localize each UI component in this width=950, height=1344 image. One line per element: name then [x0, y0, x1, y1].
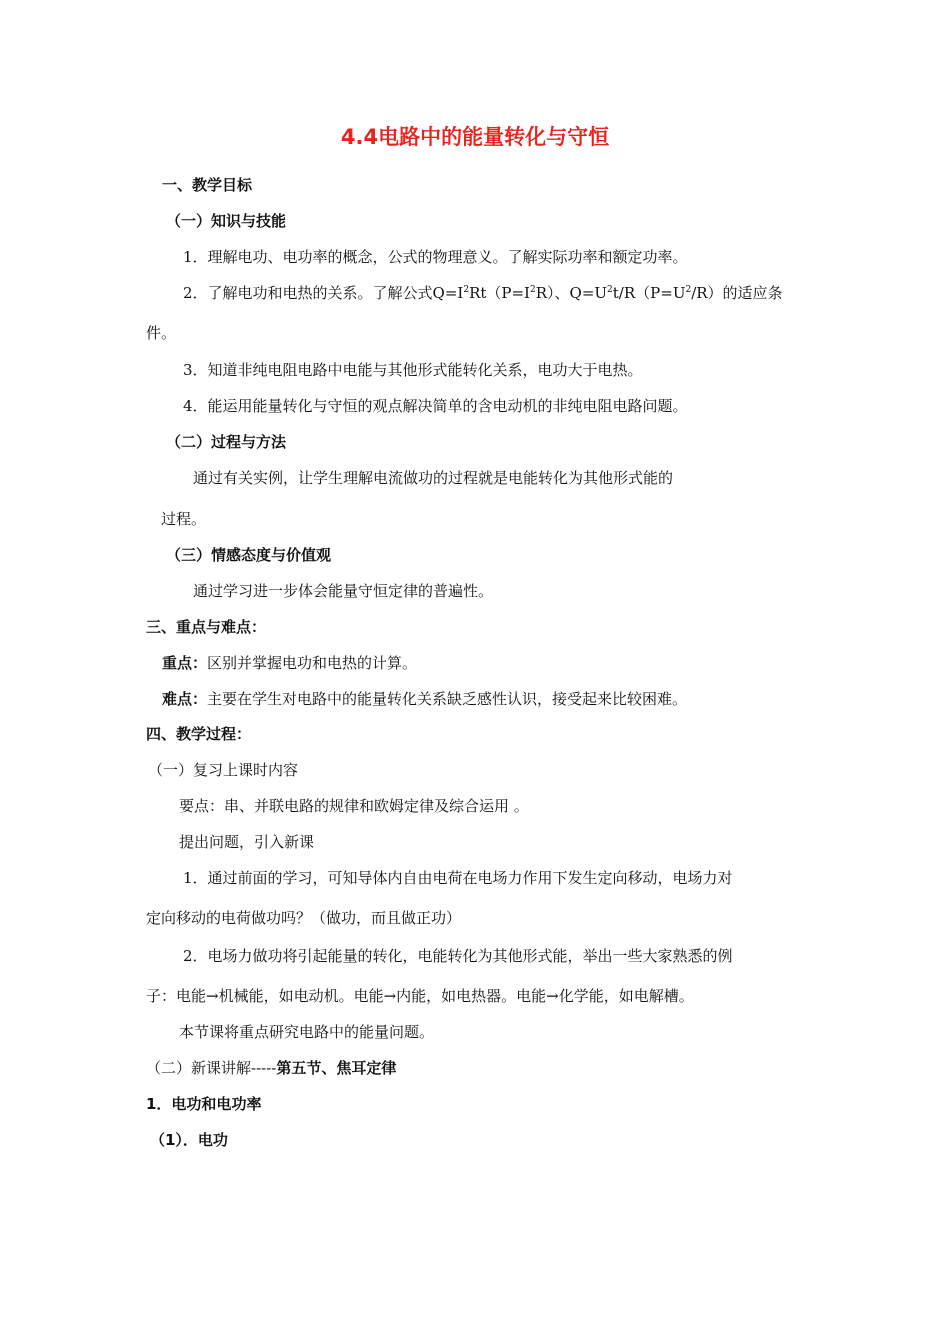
key-point-label: 重点：	[162, 654, 208, 672]
objective-item-4: 4．能运用能量转化与守恒的观点解决简单的含电动机的非纯电阻电路问题。	[183, 397, 688, 415]
question-item-1: 1．通过前面的学习，可知导体内自由电荷在电场力作用下发生定向移动，电场力对	[183, 869, 733, 887]
subsection-heading-attitudes-values: （三）情感态度与价值观	[166, 546, 332, 564]
objective-item-2-continuation: 件。	[146, 324, 177, 342]
objective-item-3: 3．知道非纯电阻电路中电能与其他形式能转化关系，电功大于电热。	[183, 361, 643, 379]
subsection-heading-new-lesson: （二）新课讲解-----第五节、焦耳定律	[146, 1059, 397, 1077]
topic-heading-electric-work-power: 1．电功和电功率	[146, 1095, 262, 1113]
key-point-line: 重点：区别并掌握电功和电热的计算。	[162, 654, 418, 672]
subsection-heading-review: （一）复习上课时内容	[148, 761, 299, 779]
document-title: 4.4电路中的能量转化与守恒	[340, 125, 610, 149]
question-item-1-continuation: 定向移动的电荷做功吗？（做功，而且做正功）	[146, 909, 462, 927]
subsection-heading-knowledge-skills: （一）知识与技能	[166, 212, 287, 230]
process-methods-text: 通过有关实例，让学生理解电流做功的过程就是电能转化为其他形式能的	[193, 469, 674, 487]
review-points-text: 要点：串、并联电路的规律和欧姆定律及综合运用 。	[179, 797, 529, 815]
question-item-2: 2．电场力做功将引起能量的转化，电能转化为其他形式能，举出一些大家熟悉的例	[183, 947, 733, 965]
question-intro-text: 提出问题，引入新课	[179, 833, 315, 851]
topic-subheading-electric-work: （1）．电功	[150, 1131, 228, 1149]
section-heading-objectives: 一、教学目标	[162, 176, 253, 194]
process-methods-continuation: 过程。	[161, 510, 207, 528]
section-heading-teaching-process: 四、教学过程：	[146, 725, 252, 743]
question-item-2-continuation: 子：电能→机械能，如电动机。电能→内能，如电热器。电能→化学能，如电解槽。	[146, 987, 694, 1005]
lesson-focus-text: 本节课将重点研究电路中的能量问题。	[179, 1023, 435, 1041]
difficulty-line: 难点：主要在学生对电路中的能量转化关系缺乏感性认识，接受起来比较困难。	[162, 690, 688, 708]
section-heading-key-points: 三、重点与难点：	[146, 618, 267, 636]
objective-item-2: 2．了解电功和电热的关系。了解公式$Q=I^2Rt(P=I^2R)$、$Q=U^2t/R(P=U^2/R)$的适应条	[183, 284, 783, 302]
new-lesson-title: 第五节、焦耳定律	[276, 1059, 397, 1077]
objective-item-1: 1．理解电功、电功率的概念，公式的物理意义。了解实际功率和额定功率。	[183, 248, 688, 266]
attitudes-values-text: 通过学习进一步体会能量守恒定律的普遍性。	[193, 582, 494, 600]
subsection-heading-process-methods: （二）过程与方法	[166, 433, 287, 451]
difficulty-label: 难点：	[162, 690, 208, 708]
